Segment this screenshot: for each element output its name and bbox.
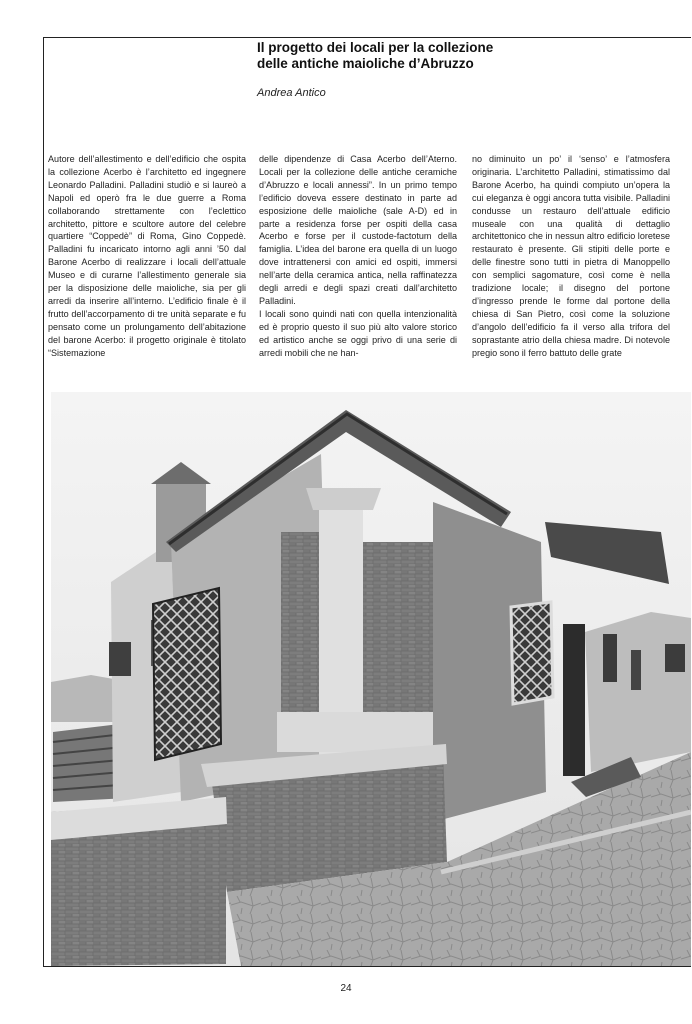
building-photograph [51,392,691,966]
article-author: Andrea Antico [257,87,326,99]
text-column-1 [48,153,246,399]
column-2-text: delle dipendenze di Casa Acerbo dell’Aterno. Locali per la collezione delle antiche ceramiche d’Abruzzo e locali annessi”. In un primo tempo l’edificio doveva essere destinato in parte ad esposizione delle maioliche (sale A-D) ed in parte a residenza forse per ospiti della casa Acerbo e forse per il custode-factotum della famiglia. L’idea del barone era quella di un luogo dove intrattenersi con amici ed ospiti, immersi nell’arte della ceramica antica, nella raffinatezza degli arredi e degli spazi creati dall’architetto Palladini. I locali sono quindi nati con quella intenzionalità ed è proprio questo il suo più alto valore storico ed artistico anche se oggi privo di una serie di arredi mobili che ne han- [259,154,457,358]
article-title-line-2: delle antiche maioliche d’Abruzzo [257,56,474,71]
text-column-3 [472,153,670,399]
page-number: 24 [340,983,352,994]
text-column-2 [259,153,457,399]
column-3-text: no diminuito un po’ il ‘senso’ e l’atmosfera originaria. L’architetto Palladini, stimatissimo dal Barone Acerbo, ha quindi compiuto un’opera la cui eleganza è oggi ancora tutta visibile. Palladini condusse un restauro dell’attuale edificio museale con una qualità di dettaglio architettonico che in nessun altro edificio loretese restaurato è presente. Gli stipiti delle porte e delle finestre sono tutti in pietra di Manoppello con semplici sagomature, così come è nella tradizione locale; il disegno del portone d’ingresso prende le forme dal portone della chiesa di San Pietro, così come la soluzione d’angolo dell’edificio fa il verso alla trifora del soprastante atrio della chiesa madre. Di notevole pregio sono il ferro battuto delle grate [472,154,670,358]
article-title [257,40,677,72]
column-1-text: Autore dell’allestimento e dell’edificio che ospita la collezione Acerbo è l’architetto ed ingegnere Leonardo Palladini. Palladini studiò e si laureò a Napoli ed operò fra le due guerre a Roma collaborando strettamente con l’eclettico architetto, pittore e scultore autore del celebre quartiere “Coppedè” di Roma, Gino Coppedè. Palladini fu incaricato intorno agli anni ’50 dal Barone Acerbo di realizzare i locali dell’attuale Museo e di curarne l’allestimento generale sia per la disposizione delle maioliche, sia per gli arredi da inserire all’interno. L’edificio finale è il frutto dell’accorpamento di tre unità separate e fu pensato come un prolungamento dell’abitazione del barone Acerbo: il progetto originale è titolato “Sistemazione [48,154,246,358]
building-illustration [51,392,691,966]
article-title-line-1: Il progetto dei locali per la collezione [257,40,494,55]
